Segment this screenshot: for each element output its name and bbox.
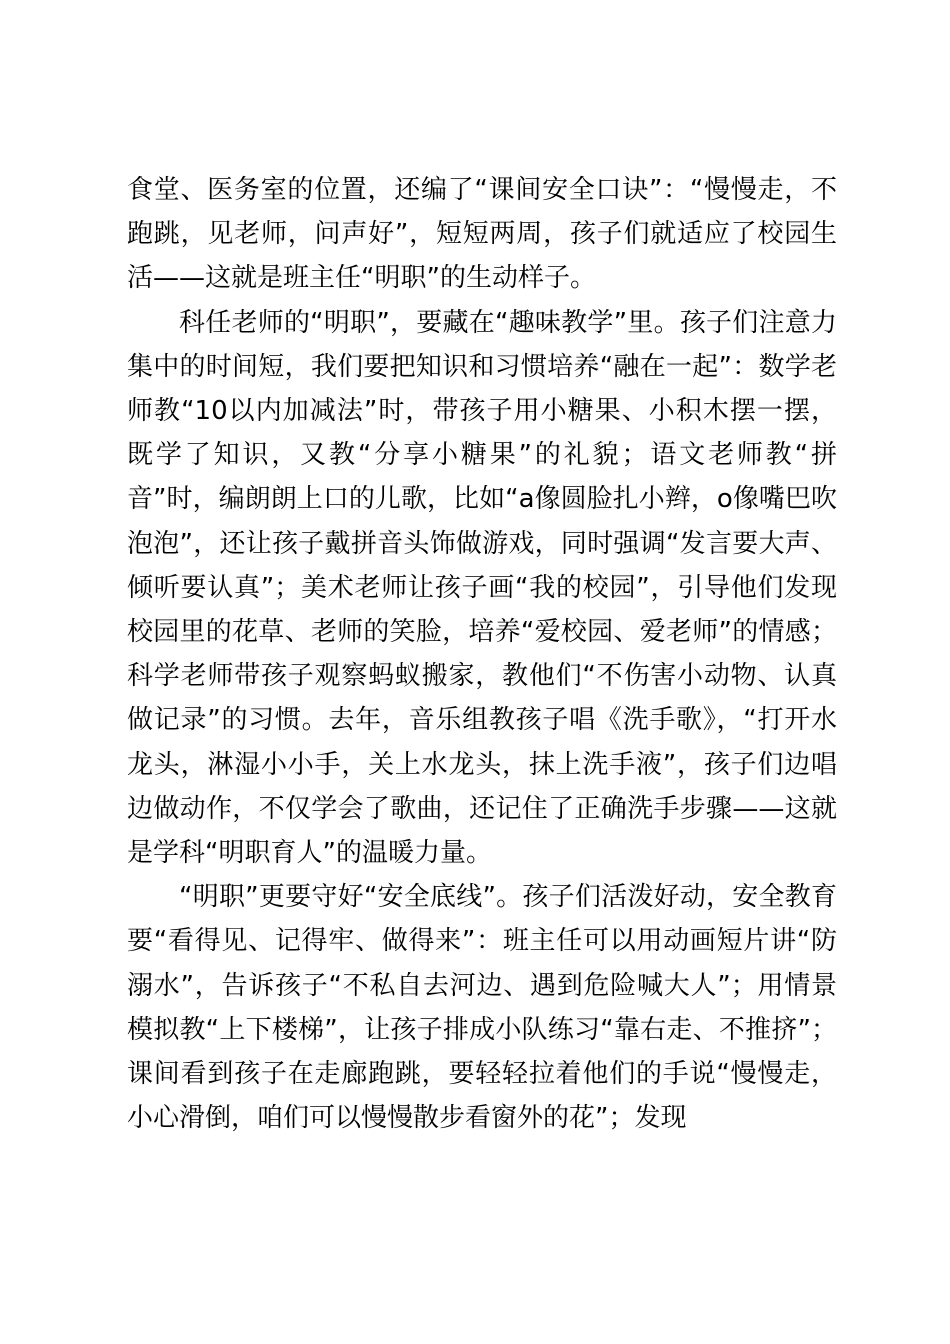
paragraph-subject-teachers: 科任老师的“明职”，要藏在“趣味教学”里。孩子们注意力集中的时间短，我们要把知识和习惯培养“融在一起”：数学老师教“10以内加减法”时，带孩子用小糖果、小积木摆一摆，既学了知识，又教“分享小糖果”的礼貌；语文老师教“拼音”时，编朗朗上口的儿歌，比如“a像圆脸扎小辫，o像嘴巴吹泡泡”，还让孩子戴拼音头饰做游戏，同时强调“发言要大声、倾听要认真”；美术老师让孩子画“我的校园”，引导他们发现校园里的花草、老师的笑脸，培养“爱校园、爱老师”的情感；科学老师带孩子观察蚂蚁搬家，教他们“不伤害小动物、认真做记录”的习惯。去年，音乐组教孩子唱《洗手歌》，“打开水龙头，淋湿小小手，关上水龙头，抹上洗手液”，孩子们边唱边做动作，不仅学会了歌曲，还记住了正确洗手步骤——这就是学科“明职育人”的温暖力量。 bbox=[127, 307, 837, 869]
paragraph-safety: “明职”更要守好“安全底线”。孩子们活泼好动，安全教育要“看得见、记得牢、做得来”：班主任可以用动画短片讲“防溺水”，告诉孩子“不私自去河边、遇到危险喊大人”；用情景模拟教“上下楼梯”，让孩子排成小队练习“靠右走、不推挤”；课间看到孩子在走廊跑跳，要轻轻拉着他们的手说“慢慢走，小心滑倒，咱们可以慢慢散步看窗外的花”；发现 bbox=[127, 882, 837, 1134]
paragraph-continued: 食堂、医务室的位置，还编了“课间安全口诀”：“慢慢走，不跑跳，见老师，问声好”，短短两周，孩子们就适应了校园生活——这就是班主任“明职”的生动样子。 bbox=[127, 175, 837, 294]
document-body bbox=[127, 168, 837, 1140]
